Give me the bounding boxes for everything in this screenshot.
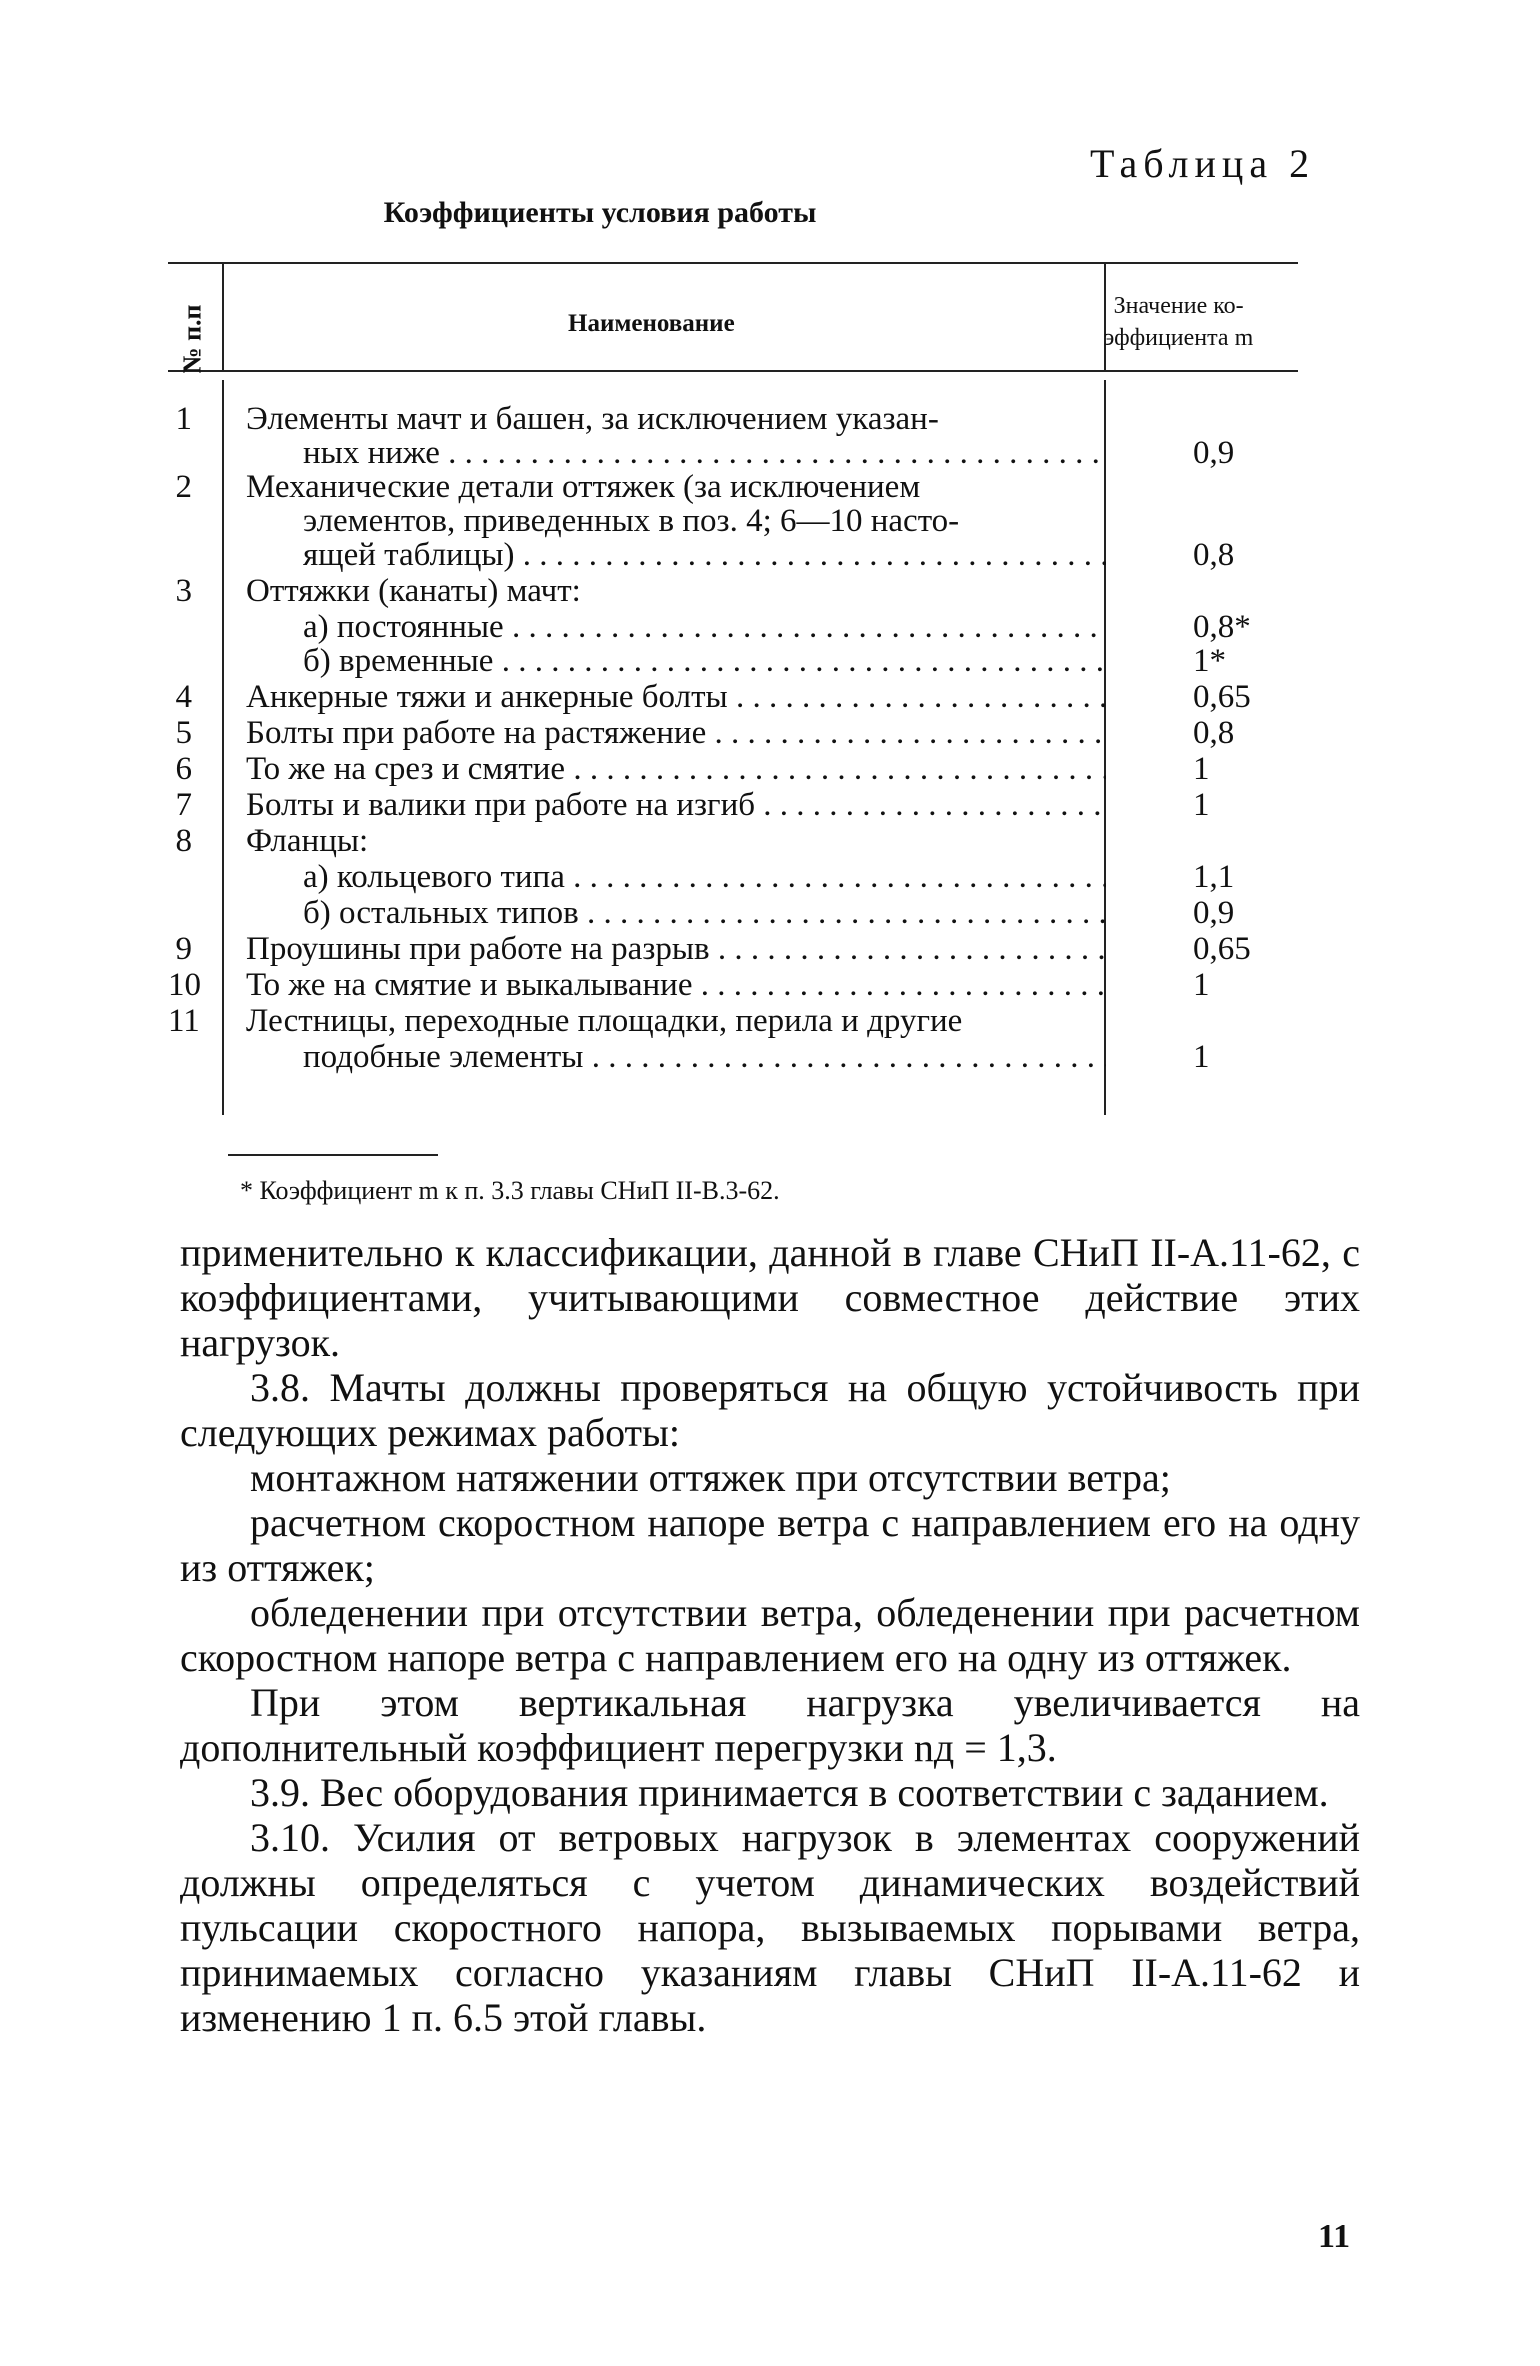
header-number: № п.п (177, 304, 207, 374)
paragraph: применительно к классификации, данной в главе СНиП II-А.11-62, с коэффициентами, учитывающими совместное действие этих нагрузок. (180, 1230, 1360, 1365)
paragraph-mode-2: расчетном скоростном напоре ветра с направлением его на одну из оттяжек; (180, 1500, 1360, 1590)
body-text (180, 1230, 1360, 2040)
paragraph-3-9: 3.9. Вес оборудования принимается в соответствии с заданием. (250, 1770, 1329, 1815)
page-number: 11 (1318, 2218, 1351, 2255)
paragraph-3-8: 3.8. Мачты должны проверяться на общую устойчивость при следующих режимах работы: (180, 1365, 1360, 1455)
paragraph-3-10: 3.10. Усилия от ветровых нагрузок в элементах сооружений должны определяться с учетом динамических воздействий пульсации скоростного напора, вызываемых порывами ветра, принимаемых согласно указаниям главы СНиП II-А.11-62 и изменению 1 п. 6.5 этой главы. (180, 1815, 1360, 2040)
header-value (1104, 290, 1253, 354)
table-footnote: * Коэффициент m к п. 3.3 главы СНиП II-В.3-62. (240, 1176, 780, 1205)
table-caption: Таблица 2 (1090, 141, 1316, 186)
footnote-rule (228, 1154, 438, 1156)
header-value-line1: Значение ко- (1113, 293, 1244, 319)
table-top-rule (168, 262, 1298, 264)
column-divider-left (222, 262, 224, 370)
table-title: Коэффициенты условия работы (383, 196, 817, 229)
paragraph-mode-3: обледенении при отсутствии ветра, обледенении при расчетном скоростном напоре ветра с направлением его на одну из оттяжек. (180, 1590, 1360, 1680)
header-name: Наименование (568, 310, 735, 337)
paragraph-mode-1: монтажном натяжении оттяжек при отсутствии ветра; (250, 1455, 1171, 1500)
table-header-rule (168, 370, 1298, 372)
paragraph-overload: При этом вертикальная нагрузка увеличивается на дополнительный коэффициент перегрузки nд = 1,3. (180, 1680, 1360, 1770)
header-value-line2: эффициента m (1104, 325, 1254, 351)
column-divider-left-body (222, 380, 224, 1115)
